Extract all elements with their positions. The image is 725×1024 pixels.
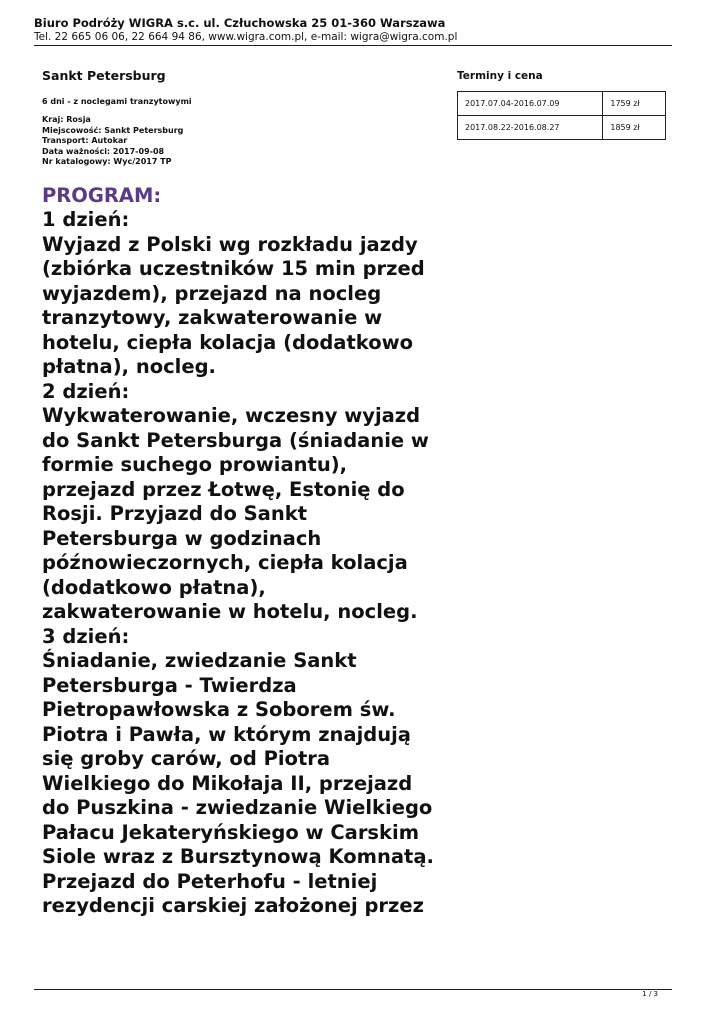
program-line: Pałacu Jekateryńskiego w Carskim — [42, 820, 420, 844]
meta-valid-until: Data ważności: 2017-09-08 — [42, 146, 165, 156]
program-line: Pietropawłowska z Soborem św. — [42, 698, 396, 721]
meta-city: Miejscowość: Sankt Petersburg — [42, 125, 184, 135]
program-line: późnowieczornych, ciepła kolacja — [42, 551, 408, 574]
program-line: (dodatkowo płatna), — [42, 575, 266, 599]
program-line: płatna), nocleg. — [42, 355, 216, 378]
program-line: Wykwaterowanie, wczesny wyjazd — [42, 404, 421, 427]
footer-divider — [34, 989, 672, 990]
meta-country: Kraj: Rosja — [42, 115, 91, 124]
program-line: 3 dzień: — [42, 624, 130, 648]
program-line: wyjazdem), przejazd na nocleg — [42, 281, 382, 305]
terms-title: Terminy i cena — [457, 70, 543, 82]
term-date: 2017.07.04-2016.07.09 — [458, 92, 603, 116]
company-name: Biuro Podróży WIGRA s.c. ul. Człuchowska 25 01-360 Warszawa — [34, 16, 446, 30]
program-line: rezydencji carskiej założonej przez — [42, 894, 424, 917]
program-line: 2 dzień: — [42, 379, 130, 403]
program-line: Wyjazd z Polski wg rozkładu jazdy — [42, 232, 418, 256]
program-line: Petersburga w godzinach — [42, 526, 322, 550]
table-row — [458, 92, 666, 116]
program-line: Piotra i Pawła, w którym znajdują — [42, 722, 411, 746]
program-line: (zbiórka uczestników 15 min przed — [42, 257, 425, 280]
program-line: Wielkiego do Mikołaja II, przejazd — [42, 771, 413, 795]
program-line: Przejazd do Peterhofu - letniej — [42, 869, 378, 893]
company-contact: Tel. 22 665 06 06, 22 664 94 86, www.wigra.com.pl, e-mail: wigra@wigra.com.pl — [34, 31, 458, 43]
trip-info — [42, 68, 402, 168]
program-line: 1 dzień: — [42, 208, 130, 231]
meta-transport: Transport: Autokar — [42, 136, 128, 145]
program-line: tranzytowy, zakwaterowanie w — [42, 306, 383, 329]
program-heading: PROGRAM: — [42, 184, 162, 207]
program-line: formie suchego prowiantu), — [42, 453, 348, 476]
table-row — [458, 116, 666, 140]
page-number: 1 / 3 — [642, 990, 658, 998]
program-line: do Puszkina - zwiedzanie Wielkiego — [42, 796, 433, 819]
program-line: Siole wraz z Bursztynową Komnatą. — [42, 845, 434, 868]
terms-table — [457, 91, 666, 140]
program-line: Śniadanie, zwiedzanie Sankt — [42, 649, 357, 672]
document-header — [34, 16, 672, 44]
program-section — [42, 184, 462, 919]
program-line: do Sankt Petersburga (śniadanie w — [42, 428, 429, 452]
header-divider — [34, 45, 672, 46]
program-line: Petersburga - Twierdza — [42, 673, 297, 697]
trip-title: Sankt Petersburg — [42, 68, 166, 83]
program-line: się groby carów, od Piotra — [42, 747, 331, 770]
program-line: przejazd przez Łotwę, Estonię do — [42, 477, 405, 501]
trip-subtitle: 6 dni - z noclegami tranzytowymi — [42, 97, 192, 106]
program-line: hotelu, ciepła kolacja (dodatkowo — [42, 330, 414, 354]
terms-and-prices — [457, 69, 666, 140]
term-date: 2017.08.22-2016.08.27 — [458, 116, 603, 140]
meta-catalog-number: Nr katalogowy: Wyc/2017 TP — [42, 157, 172, 166]
program-line: Rosji. Przyjazd do Sankt — [42, 502, 308, 525]
program-text — [42, 208, 462, 919]
program-line: zakwaterowanie w hotelu, nocleg. — [42, 600, 418, 623]
term-price: 1759 zł — [603, 92, 666, 116]
term-price: 1859 zł — [603, 116, 666, 140]
trip-meta — [42, 115, 402, 168]
